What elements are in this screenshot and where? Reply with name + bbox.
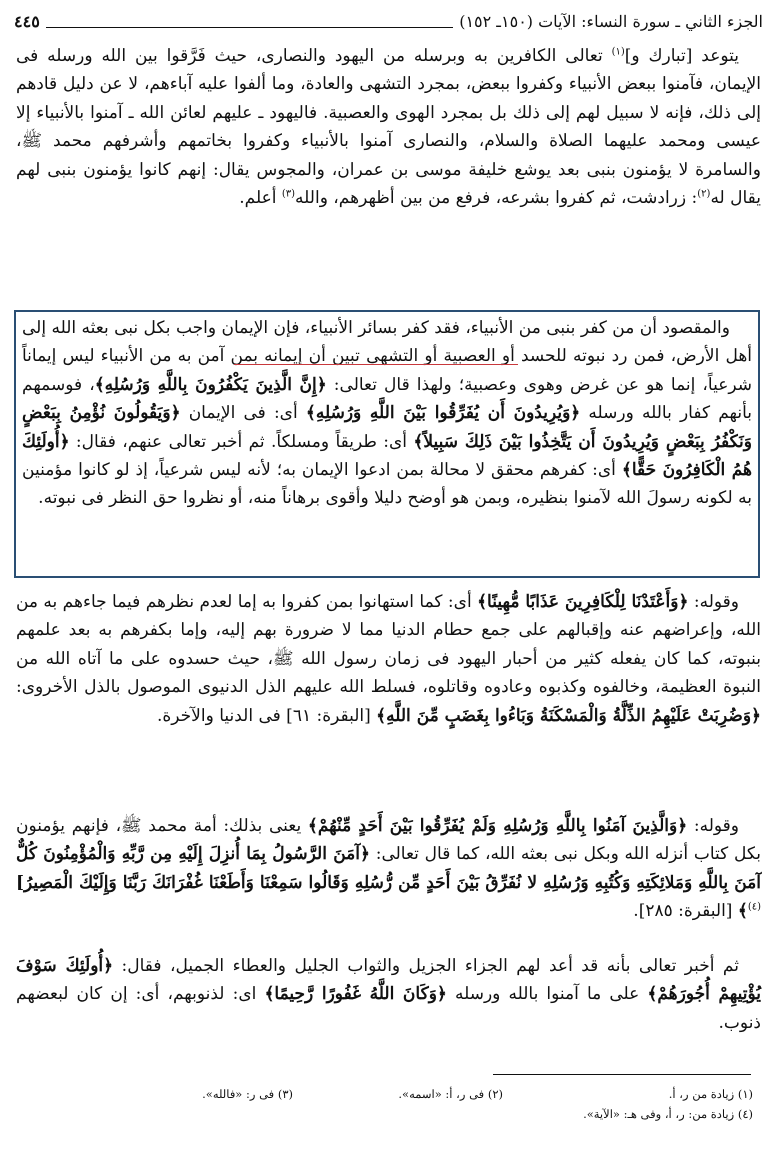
quran-verse: ﴿وَكَانَ اللَّهُ غَفُورًا رَّحِيمًا﴾ xyxy=(264,984,447,1005)
paragraph-4 xyxy=(16,812,761,926)
quran-verse: ﴿أُولَئِكَ هُمُ الْكَافِرُونَ حَقًّا﴾ xyxy=(22,431,752,481)
page-header xyxy=(14,8,763,32)
para-text: ثم أخبر تعالى بأنه قد أعد لهم الجزاء الجزيل والثواب الجليل والعطاء الجميل، فقال: xyxy=(113,956,739,976)
page-number: ٤٤٥ xyxy=(14,12,40,31)
verse-reference: [البقرة: ٢٨٥]. xyxy=(633,901,738,922)
para-text: يتوعد [تبارك و] xyxy=(624,46,739,66)
para-text: والمقصود أن من كفر بنبى من الأنبياء، فقد كفر بسائر الأنبياء، فإن الإيمان واجب بكل نبى بعثه الله إلى أهل الأرض، xyxy=(22,318,753,367)
para-text: : زرادشت، ثم كفروا بشرعه، فرفع من بين أظهرهم، والله xyxy=(295,188,698,209)
red-underline xyxy=(234,364,518,365)
footnote-4: (٤) زيادة من: ر، أ، وفى هـ: «الآية». xyxy=(583,1107,753,1121)
para-text: ، فوسمهم بأنهم كفار بالله ورسله xyxy=(22,374,752,424)
quran-verse: ﴿وَأَعْتَدْنَا لِلْكَافِرِينَ عَذَابًا مُّهِينًا﴾ xyxy=(477,592,689,612)
underlined-text: فمن رد نبوته للحسد أو العصبية أو التشهى xyxy=(366,346,665,367)
quran-verse: ﴿وَيَقُولُونَ نُؤْمِنُ بِبَعْضٍ وَنَكْفُرُ بِبَعْضٍ وَيُرِيدُونَ أَن يَتَّخِذُوا بَيْنَ ذَلِكَ سَبِيلاً﴾ xyxy=(22,403,752,452)
para-text: أى: كفرهم محقق لا محالة بمن ادعوا الإيمان به؛ لأنه ليس شرعياً، إذ لو كانوا مؤمنين به لكونه رسولَ الله لآمنوا بنظيره، وبمن هو أوضح دليلا وأقوى برهاناً منه، أو نظروا حق النظر فى نبوته. xyxy=(22,460,752,509)
para-text: اى: لذنوبهم، أى: إن كان لبعضهم ذنوب. xyxy=(16,984,761,1033)
paragraph-1 xyxy=(16,42,761,212)
running-head: الجزء الثاني ـ سورة النساء: الآيات (١٥٠ـ ١٥٢) xyxy=(459,12,763,31)
footnote-ref-3[interactable]: (٣) xyxy=(281,188,296,200)
para-text: أى: طريقاً ومسلكاً. ثم أخبر تعالى عنهم، فقال: xyxy=(69,431,414,452)
para-text: تبين أن إيمانه بمن آمن به من الأنبياء ليس إيماناً شرعياً، إنما هو عن غرض وهوى وعصبية؛ ولهذا قال تعالى: xyxy=(22,346,752,395)
quran-bracket: ﴾ xyxy=(737,901,748,922)
para-text: أى: فى الإيمان xyxy=(180,403,306,424)
quran-verse: ﴿إِنَّ الَّذِينَ يَكْفُرُونَ بِاللَّهِ وَرُسُلِهِ﴾ xyxy=(94,374,327,395)
verse-reference: [البقرة: ٦١] xyxy=(286,705,377,726)
quran-verse: ﴿وَالَّذِينَ آمَنُوا بِاللَّهِ وَرُسُلِهِ وَلَمْ يُفَرِّقُوا بَيْنَ أَحَدٍ مِّنْهُمْ﴾ xyxy=(307,816,688,836)
para-text: وقوله: xyxy=(687,816,739,836)
quran-verse: ﴿آمَنَ الرَّسُولُ بِمَا أُنزِلَ إِلَيْهِ مِن رَّبِّهِ وَالْمُؤْمِنُونَ كُلٌّ آمَنَ بِاللَّهِ وَمَلائِكَتِهِ وَكُتُبِهِ وَرُسُلِهِ لا نُفَرِّقُ بَيْنَ أَحَدٍ مِّن رُّسُلِهِ وَقَالُوا سَمِعْنَا وَأَطَعْنَا غُفْرَانَكَ رَبَّنَا وَإِلَيْكَ الْمَصِيرُ] xyxy=(16,844,761,893)
footnote-2: (٢) فى ر، أ: «اسمه». xyxy=(398,1087,503,1101)
footnote-ref-4[interactable]: (٤) xyxy=(747,901,761,913)
quran-verse: ﴿أُولَئِكَ سَوْفَ يُؤْتِيهِمْ أُجُورَهُمْ﴾ xyxy=(16,956,761,1005)
header-rule xyxy=(46,13,453,28)
para-text: وقوله: xyxy=(688,592,739,612)
para-text: فى الدنيا والآخرة. xyxy=(156,705,287,726)
paragraph-5 xyxy=(16,952,761,1037)
para-text: على ما آمنوا بالله ورسله xyxy=(446,984,648,1005)
footnote-row xyxy=(16,1084,753,1104)
quran-verse: ﴿وَيُرِيدُونَ أَن يُفَرِّقُوا بَيْنَ اللَّهِ وَرُسُلِهِ﴾ xyxy=(305,403,581,424)
footnotes xyxy=(16,1084,753,1124)
footnote-row xyxy=(16,1104,753,1124)
para-text: يعنى بذلك: أمة محمد ﷺ، فإنهم يؤمنون بكل كتاب أنزله الله وبكل نبى بعثه الله، كما قال تعالى: xyxy=(16,816,762,865)
footnote-1: (١) زيادة من ر، أ. xyxy=(668,1087,753,1101)
footnote-rule xyxy=(493,1074,751,1075)
para-text: أى: كما استهانوا بمن كفروا به إما لعدم نظرهم فيما جاءهم به من الله، وإعراضهم عنه وإقبالهم على جمع حطام الدنيا مما لا ضرورة بهم إليه، وإما بكفرهم به بعد علمهم بنبوته، كما كان يفعله كثير من أحبار اليهود فى زمان رسول الله ﷺ، حيث حسدوه على ما آتاه الله من النبوة العظيمة، وخالفوه وكذبوه وعادوه وقاتلوه، فسلط الله عليهم الذل الدنيوى الموصول بالذل الأخروى: xyxy=(15,592,761,698)
paragraph-3 xyxy=(16,588,761,730)
boxed-paragraph xyxy=(22,314,752,513)
footnote-ref-2[interactable]: (٢) xyxy=(697,188,711,200)
highlight-box xyxy=(14,310,760,578)
quran-verse: ﴿وَضُرِبَتْ عَلَيْهِمُ الذِّلَّةُ وَالْمَسْكَنَةُ وَبَاءُوا بِغَضَبٍ مِّنَ اللَّهِ﴾ xyxy=(376,705,761,726)
footnote-3: (٣) فى ر: «فالله». xyxy=(202,1087,293,1101)
para-text: تعالى الكافرين به وبرسله من اليهود والنصارى، حيث فَرَّقوا بين الله ورسله فى الإيمان، فآمنوا ببعض الأنبياء وكفروا ببعض، بمجرد التشهى والعادة، وما ألفوا عليه آباءهم، لا عن دليل قادهم إلى ذلك، فإنه لا سبيل لهم إلى ذلك بل بمجرد الهوى والعصبية. فاليهود ـ عليهم لعائن الله ـ آمنوا بالأنبياء إلا عيسى ومحمد عليهما الصلاة والسلام، والنصارى آمنوا بالأنبياء وكفروا بخاتمهم وأشرفهم محمد ﷺ، والسامرة لا يؤمنون بنبى بعد يوشع خليفة موسى بن عمران، والمجوس يقال: إنهم كانوا يؤمنون بنبى لهم يقال له xyxy=(16,46,761,209)
para-text: أعلم. xyxy=(239,188,282,209)
footnote-ref-1[interactable]: (١) xyxy=(611,46,625,58)
